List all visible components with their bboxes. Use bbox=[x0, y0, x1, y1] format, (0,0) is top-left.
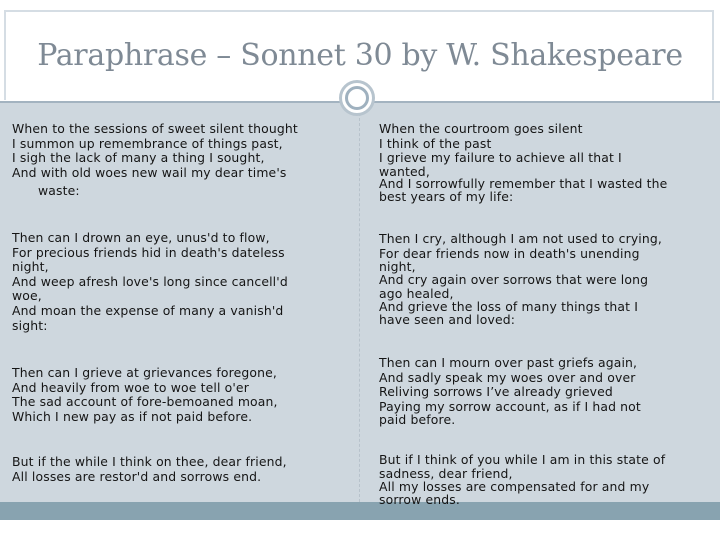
original-stanza-2 bbox=[12, 231, 347, 333]
paraphrase-line: Then can I mourn over past griefs again, bbox=[379, 355, 638, 370]
paraphrase-line: Paying my sorrow account, as if I had not bbox=[379, 398, 641, 414]
original-line: And moan the expense of many a vanish'd bbox=[12, 302, 284, 318]
original-line: Then can I drown an eye, unus'd to flow, bbox=[12, 230, 270, 245]
paraphrase-line: And sadly speak my woes over and over bbox=[379, 369, 636, 385]
original-stanza-1 bbox=[12, 122, 347, 199]
paraphrase-line: have seen and loved: bbox=[379, 312, 516, 328]
original-line: But if the while I think on thee, dear friend, bbox=[12, 454, 287, 469]
original-stanza-4 bbox=[12, 455, 347, 484]
original-line: All losses are restor'd and sorrows end. bbox=[12, 468, 262, 484]
paraphrase-line: And grieve the loss of many things that I bbox=[379, 298, 639, 314]
paraphrase-line: And I sorrowfully remember that I wasted the bbox=[379, 175, 668, 191]
paraphrase-stanza-1 bbox=[379, 121, 709, 205]
title-frame-top bbox=[4, 10, 714, 12]
paraphrase-line: sorrow ends. bbox=[379, 492, 460, 508]
column-divider bbox=[359, 108, 360, 502]
original-line: For precious friends hid in death's dateless bbox=[12, 244, 285, 260]
paraphrase-line: sadness, dear friend, bbox=[379, 465, 513, 481]
original-line: And with old woes new wail my dear time's bbox=[12, 164, 287, 180]
paraphrase-line: paid before. bbox=[379, 412, 456, 428]
paraphrase-line: When the courtroom goes silent bbox=[379, 121, 583, 136]
original-line: woe, bbox=[12, 288, 42, 304]
divider-circle-icon bbox=[339, 80, 375, 116]
original-stanza-3 bbox=[12, 366, 347, 424]
paraphrase-line: ago healed, bbox=[379, 285, 454, 301]
paraphrase-stanza-2 bbox=[379, 232, 709, 326]
paraphrase-line: Then I cry, although I am not used to crying, bbox=[379, 231, 663, 246]
paraphrase-line: And cry again over sorrows that were long bbox=[379, 272, 649, 288]
paraphrase-stanza-3 bbox=[379, 355, 709, 428]
original-line: Then can I grieve at grievances foregone, bbox=[12, 365, 277, 380]
paraphrase-line: But if I think of you while I am in this state of bbox=[379, 452, 666, 467]
paraphrase-line: For dear friends now in death's unending bbox=[379, 245, 640, 261]
original-line: And weep afresh love's long since cancell'd bbox=[12, 273, 288, 289]
divider-circle-inner bbox=[345, 86, 369, 110]
paraphrase-line: I think of the past bbox=[379, 135, 492, 151]
original-line: I sigh the lack of many a thing I sought, bbox=[12, 150, 265, 166]
original-line: night, bbox=[12, 259, 49, 275]
paraphrase-line: night, bbox=[379, 259, 416, 275]
slide-title: Paraphrase – Sonnet 30 by W. Shakespeare bbox=[37, 38, 683, 73]
original-line: sight: bbox=[12, 317, 48, 333]
original-line: Which I new pay as if not paid before. bbox=[12, 408, 253, 424]
paraphrase-line: wanted, bbox=[379, 163, 430, 179]
original-line: The sad account of fore-bemoaned moan, bbox=[12, 394, 278, 410]
original-line: waste: bbox=[38, 183, 80, 199]
paraphrase-line: I grieve my failure to achieve all that I bbox=[379, 150, 622, 166]
paraphrase-stanza-4 bbox=[379, 453, 709, 506]
paraphrase-line: All my losses are compensated for and my bbox=[379, 478, 650, 494]
paraphrase-line: Reliving sorrows I’ve already grieved bbox=[379, 384, 613, 400]
original-line: And heavily from woe to woe tell o'er bbox=[12, 379, 249, 395]
original-line: When to the sessions of sweet silent thought bbox=[12, 121, 298, 136]
original-line: I summon up remembrance of things past, bbox=[12, 135, 283, 151]
paraphrase-line: best years of my life: bbox=[379, 189, 514, 205]
